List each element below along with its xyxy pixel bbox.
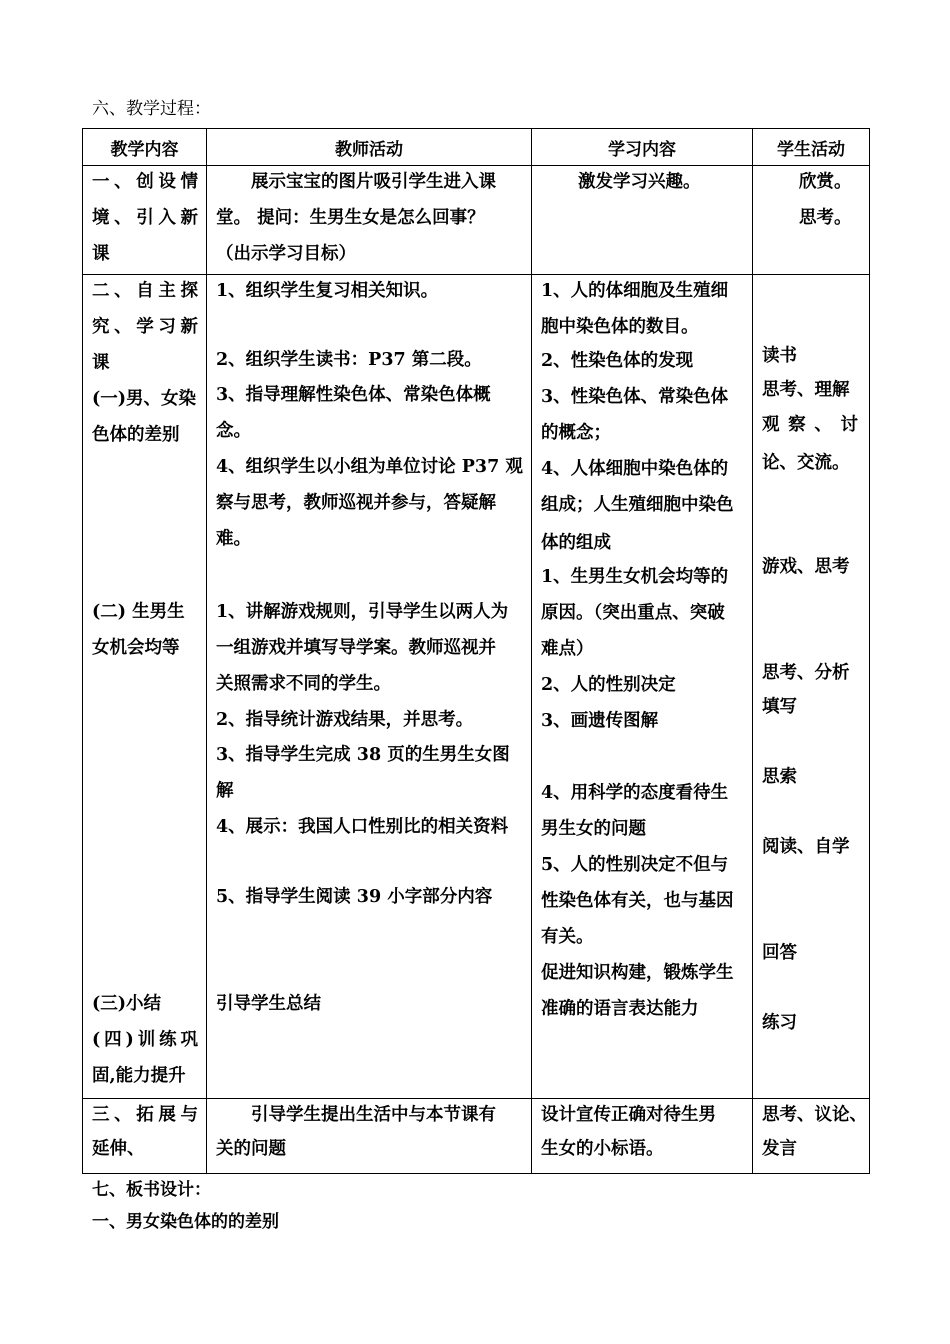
row3-student-line: 发言 — [762, 1139, 797, 1159]
table-row — [83, 275, 870, 1099]
row2-learning-line: 2、性染色体的发现 — [541, 351, 694, 371]
row2-student-line: 思考、理解 — [762, 380, 850, 400]
row1-content-line: 一 、 创 设 情 — [92, 172, 198, 192]
row1-teacher-line: 展示宝宝的图片吸引学生进入课 — [251, 172, 496, 192]
row1-content-line: 课 — [92, 244, 110, 264]
row3-content-line: 延伸、 — [92, 1139, 145, 1159]
row2-content-line: ( 四 ) 训 练 巩 — [92, 1030, 198, 1050]
row1-teacher-line: （出示学习目标） — [216, 244, 356, 264]
row2-learning-line: 原因。（突出重点、突破 — [541, 603, 725, 623]
row2-learning-line: 3、画遗传图解 — [541, 711, 659, 731]
row2-teacher-line: 1、讲解游戏规则，引导学生以两人为 — [216, 602, 509, 622]
row1-student-line: 欣赏。 — [799, 172, 852, 192]
row2-teacher-line: 察与思考，教师巡视并参与，答疑解 — [216, 493, 496, 513]
row2-student-line: 读书 — [762, 346, 797, 366]
row2-learning-line: 2、人的性别决定 — [541, 675, 676, 695]
row2-student-line: 练习 — [762, 1013, 797, 1033]
row2-student-line: 思考、分析 — [762, 663, 850, 683]
row3-teacher-line: 关的问题 — [216, 1139, 286, 1159]
teaching-process-table — [82, 128, 870, 1174]
section6-title: 六、教学过程： — [92, 99, 211, 119]
row2-content-line: (三)小结 — [92, 994, 162, 1014]
row2-teacher-line: 难。 — [216, 529, 251, 549]
row2-learning-line: 体的组成 — [541, 533, 611, 553]
row2-learning-line: 准确的语言表达能力 — [541, 999, 699, 1019]
row2-teacher-line: 关照需求不同的学生。 — [216, 674, 391, 694]
table-row — [83, 1099, 870, 1174]
row2-teacher-line: 引导学生总结 — [216, 994, 321, 1014]
row2-content-line: 课 — [92, 353, 110, 373]
row3-content-line: 三 、 拓 展 与 — [92, 1105, 198, 1125]
row2-student-line: 观 察 、 讨 — [762, 415, 858, 435]
board-design-line: 一、男女染色体的的差别 — [92, 1212, 279, 1232]
row2-teacher-line: 3、指导理解性染色体、常染色体概 — [216, 385, 491, 405]
row2-learning-line: 组成；人生殖细胞中染色 — [541, 495, 734, 515]
row2-content-line: 固,能力提升 — [92, 1066, 186, 1086]
row2-teacher-line: 念。 — [216, 421, 251, 441]
row2-learning-line: 胞中染色体的数目。 — [541, 317, 699, 337]
row2-content-line: (二) 生男生 — [92, 602, 185, 622]
row2-learning-line: 1、人的体细胞及生殖细 — [541, 281, 729, 301]
row2-content-line: 究 、 学 习 新 — [92, 317, 198, 337]
row2-teacher-line: 5、指导学生阅读 39 小字部分内容 — [216, 887, 493, 907]
header-learning-content: 学习内容 — [532, 129, 753, 166]
row2-teacher-line: 4、组织学生以小组为单位讨论 P37 观 — [216, 457, 523, 477]
row2-learning-line: 有关。 — [541, 927, 594, 947]
row1-student-line: 思考。 — [799, 208, 852, 228]
header-student-activity: 学生活动 — [753, 129, 870, 166]
row2-content-line: 女机会均等 — [92, 638, 180, 658]
row2-content-line: 色体的差别 — [92, 425, 180, 445]
table-row — [83, 166, 870, 275]
row1-teacher-line: 堂。 提问：生男生女是怎么回事？ — [216, 208, 485, 228]
row2-learning-line: 4、人体细胞中染色体的 — [541, 459, 729, 479]
row2-learning-line: 性染色体有关，也与基因 — [541, 891, 734, 911]
row2-teacher-line: 解 — [216, 781, 234, 801]
section7-title: 七、板书设计： — [92, 1180, 211, 1200]
row2-learning-line: 男生女的问题 — [541, 819, 646, 839]
row2-teacher-line: 2、指导统计游戏结果，并思考。 — [216, 710, 474, 730]
row2-teacher-line: 一组游戏并填写导学案。教师巡视并 — [216, 638, 496, 658]
row2-student-line: 阅读、自学 — [762, 837, 850, 857]
row2-student-line: 论、交流。 — [762, 453, 850, 473]
row2-learning-line: 1、生男生女机会均等的 — [541, 567, 729, 587]
row2-student-line: 填写 — [762, 697, 797, 717]
row2-student-line: 游戏、思考 — [762, 557, 850, 577]
row3-student-line: 思考、议论、 — [762, 1105, 867, 1125]
row3-learning-line: 生女的小标语。 — [541, 1139, 664, 1159]
row2-learning-line: 5、人的性别决定不但与 — [541, 855, 729, 875]
row3-learning-line: 设计宣传正确对待生男 — [541, 1105, 716, 1125]
row2-student-line: 回答 — [762, 943, 797, 963]
row1-learning-line: 激发学习兴趣。 — [578, 172, 701, 192]
row2-teacher-line: 1、组织学生复习相关知识。 — [216, 281, 439, 301]
row2-learning-line: 的概念； — [541, 423, 611, 443]
row2-learning-line: 3、性染色体、常染色体 — [541, 387, 729, 407]
table-header-row — [83, 129, 870, 166]
row2-learning-line: 促进知识构建，锻炼学生 — [541, 963, 734, 983]
row2-content-line: (一)男、女染 — [92, 389, 197, 409]
header-content: 教学内容 — [83, 129, 207, 166]
row1-content-line: 境 、 引 入 新 — [92, 208, 198, 228]
row2-teacher-line: 3、指导学生完成 38 页的生男生女图 — [216, 745, 510, 765]
row2-learning-line: 难点） — [541, 639, 594, 659]
row2-teacher-line: 2、组织学生读书：P37 第二段。 — [216, 350, 482, 370]
row3-teacher-line: 引导学生提出生活中与本节课有 — [251, 1105, 496, 1125]
row2-student-line: 思索 — [762, 767, 797, 787]
header-teacher-activity: 教师活动 — [207, 129, 532, 166]
row2-content-line: 二 、 自 主 探 — [92, 281, 198, 301]
row2-teacher-line: 4、展示：我国人口性别比的相关资料 — [216, 817, 509, 837]
row2-learning-line: 4、用科学的态度看待生 — [541, 783, 729, 803]
